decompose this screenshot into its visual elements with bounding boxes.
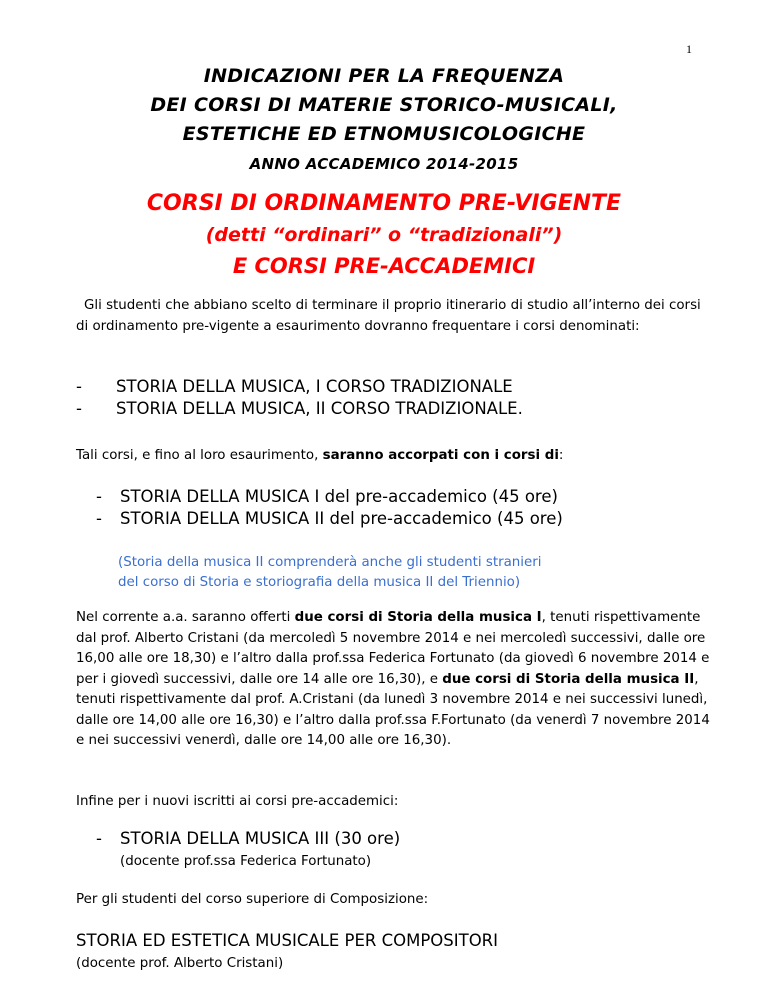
list-bullet: - [76, 377, 82, 396]
course-name: STORIA DELLA MUSICA II del pre-accademico (45 ore) [120, 509, 563, 528]
schedule-text-2: , tenuti rispettivamente dal prof. Alberto Cristani (da mercoledì 5 novembre 2014 e nei mercoledì successivi, dalle ore 16,00 alle ore 18,30) e l’altro dalla prof.ssa Federica Fortunato (da giovedì 6 novembre 2014 e per i giovedì successivi, dalle ore 14 alle ore 16,30), e [76, 610, 710, 687]
list-bullet: - [76, 399, 82, 418]
preacademic-course-list [96, 486, 563, 530]
foreign-students-note [118, 553, 541, 593]
course-name: STORIA DELLA MUSICA I del pre-accademico (45 ore) [120, 487, 558, 506]
course-name: STORIA DELLA MUSICA, I CORSO TRADIZIONALE [116, 377, 513, 396]
composition-intro: Per gli studenti del corso superiore di Composizione: [76, 892, 429, 907]
list-item [76, 376, 523, 398]
intro-paragraph: Gli studenti che abbiano scelto di terminare il proprio itinerario di studio all’interno dei corsi di ordinamento pre-vigente a esaurimento dovranno frequentare i corsi denominati: [76, 298, 701, 334]
merge-text-end: : [558, 448, 564, 463]
list-item [96, 508, 563, 530]
merge-text-bold: saranno accorpati con i corsi di [322, 448, 559, 463]
merge-statement [76, 446, 712, 467]
section-title-line-1: CORSI DI ORDINAMENTO PRE-VIGENTE [146, 191, 622, 216]
composition-course-name: STORIA ED ESTETICA MUSICALE PER COMPOSITORI [76, 931, 499, 950]
schedule-bold-2: due corsi di Storia della musica II [442, 671, 695, 687]
header-line-3: ESTETICHE ED ETNOMUSICOLOGICHE [182, 123, 586, 145]
list-bullet: - [96, 829, 102, 848]
course-name: STORIA DELLA MUSICA III (30 ore) [120, 829, 401, 848]
academic-year: ANNO ACCADEMICO 2014-2015 [249, 155, 519, 173]
section-title [0, 188, 768, 282]
section-title-line-3: E CORSI PRE-ACCADEMICI [232, 254, 536, 278]
note-line-1: (Storia della musica II comprenderà anche gli studenti stranieri [118, 555, 542, 570]
composition-course-teacher: (docente prof. Alberto Cristani) [76, 956, 284, 971]
document-header [0, 62, 768, 177]
schedule-paragraph [76, 608, 712, 752]
list-bullet: - [96, 509, 102, 528]
schedule-text-3: , tenuti rispettivamente dal prof. A.Cristani (da lunedì 3 novembre 2014 e nei successivi lunedì, dalle ore 14,00 alle ore 16,30) e l’altro dalla prof.ssa F.Fortunato (da venerdì 7 novembre 2014 e nei successivi venerdì, dalle ore 14,00 alle ore 16,30). [76, 671, 710, 748]
list-bullet: - [96, 487, 102, 506]
course-name: STORIA DELLA MUSICA, II CORSO TRADIZIONALE. [116, 399, 523, 418]
header-line-2: DEI CORSI DI MATERIE STORICO-MUSICALI, [150, 94, 618, 116]
list-item [76, 398, 523, 420]
schedule-text-1: Nel corrente a.a. saranno offerti [76, 610, 295, 625]
list-item [96, 828, 400, 850]
header-line-1: INDICAZIONI PER LA FREQUENZA [203, 65, 565, 87]
schedule-bold-1: due corsi di Storia della musica I [294, 610, 542, 625]
new-students-intro: Infine per i nuovi iscritti ai corsi pre-accademici: [76, 794, 399, 809]
merge-text: Tali corsi, e fino al loro esaurimento, [76, 448, 323, 463]
list-item [96, 486, 563, 508]
section-title-line-2: (detti “ordinari” o “tradizionali”) [205, 224, 563, 246]
course-teacher: (docente prof.ssa Federica Fortunato) [120, 854, 372, 869]
traditional-course-list [76, 376, 523, 420]
note-line-2: del corso di Storia e storiografia della musica II del Triennio) [118, 575, 521, 590]
page-number: 1 [686, 42, 692, 56]
